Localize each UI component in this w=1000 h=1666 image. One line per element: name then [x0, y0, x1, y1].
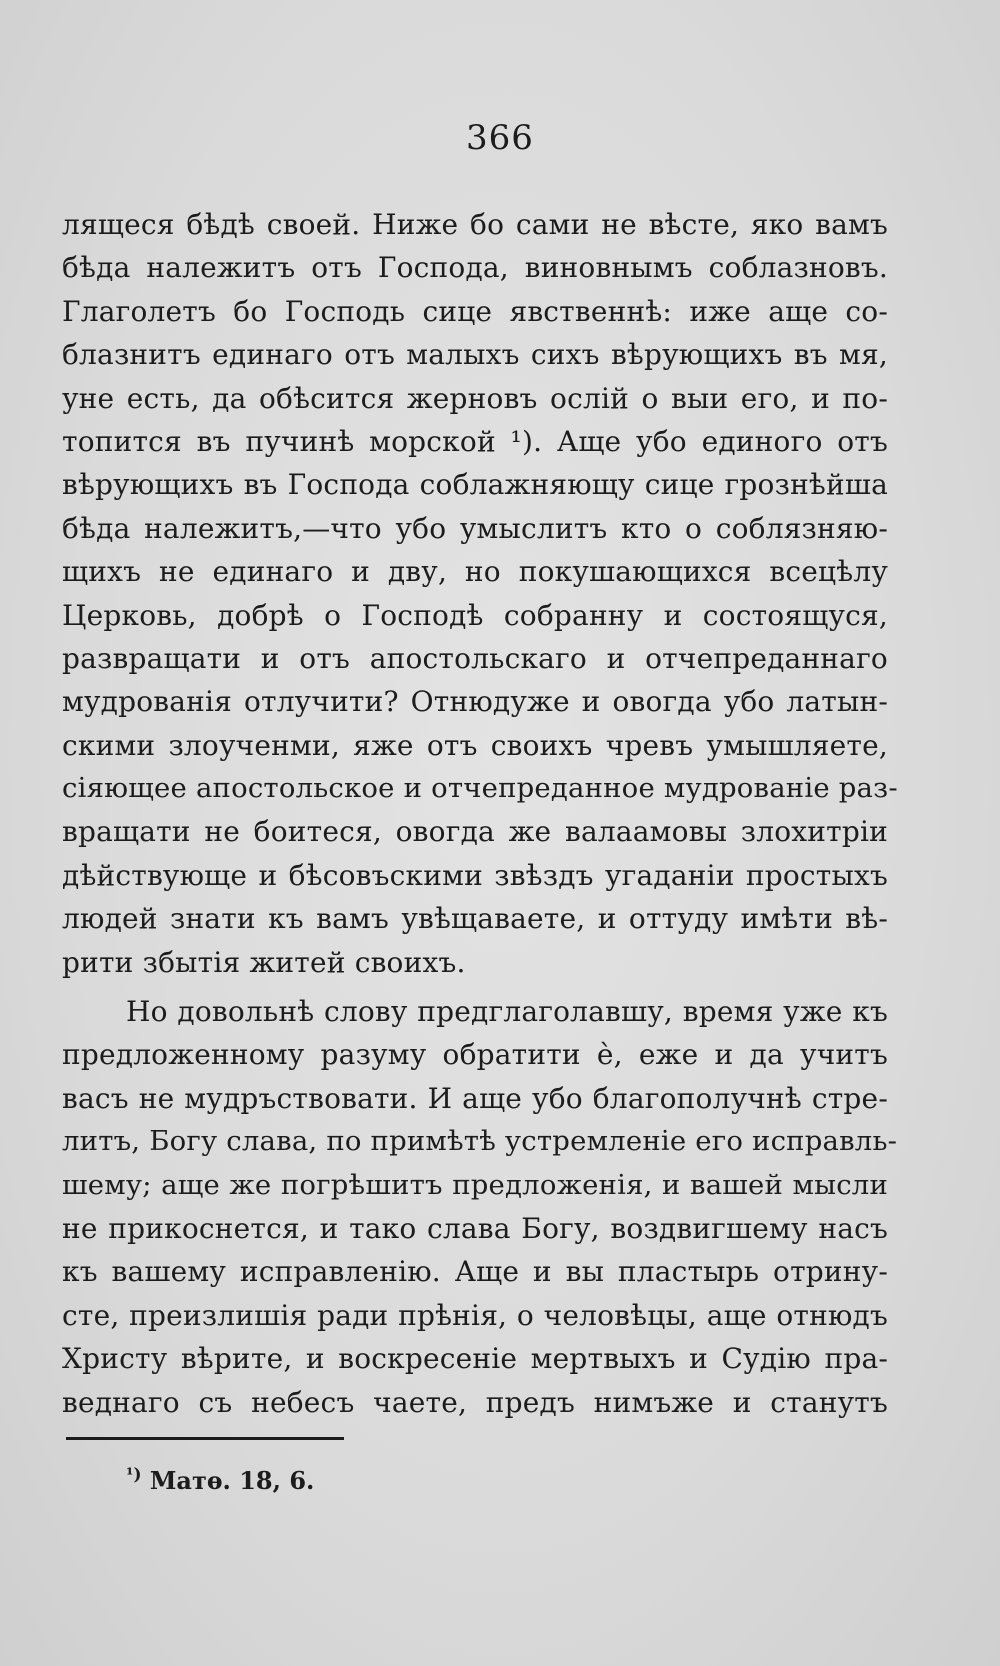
text-line: шему; аще же погрѣшитъ предложенiя, и вашей мысли [62, 1168, 888, 1201]
text-line: не прикоснется, и тако слава Богу, воздвигшему насъ [62, 1211, 888, 1245]
body-text [62, 203, 898, 1424]
text-line: бѣда належитъ,—что убо умыслитъ кто о соблязняю- [62, 511, 888, 545]
footnote-marker: ¹) [126, 1465, 142, 1485]
text-line: веднаго съ небесъ чаете, предъ нимъже и станутъ [62, 1385, 888, 1419]
footnote-text: Матѳ. 18, 6. [149, 1466, 315, 1495]
text-line: васъ не мудръствовати. И аще убо благополучнѣ стре- [62, 1081, 888, 1115]
text-line: щихъ не единаго и дву, но покушающихся всецѣлу [62, 555, 888, 589]
text-line: дѣйствующе и бѣсовъскими звѣздъ угаданiи простыхъ [62, 858, 888, 892]
text-line: блазнитъ единаго отъ малыхъ сихъ вѣрующихъ въ мя, [62, 338, 888, 372]
text-line: рити збытiя житей своихъ. [62, 945, 466, 979]
text-line: Глаголетъ бо Господь сице явственнѣ: иже аще со- [62, 294, 888, 328]
text-line: вращати не боитеся, овогда же валаамовы злохитрiи [62, 815, 888, 849]
text-line: къ вашему исправленiю. Аще и вы пластырь отрину- [62, 1255, 888, 1289]
text-line: Церковь, добрѣ о Господѣ собранну и состоящуся, [62, 598, 888, 632]
page-number: 366 [466, 118, 534, 158]
text-line: топится въ пучинѣ морской ¹). Аще убо единого отъ [62, 424, 888, 458]
text-line: развращати и отъ апостольскаго и отчепреданнаго [62, 641, 888, 675]
text-line: Но довольнѣ слову предглаголавшу, время уже къ [126, 995, 888, 1029]
text-line: людей знати къ вамъ увѣщаваете, и оттуду имѣти вѣ- [62, 902, 888, 936]
text-line: литъ, Богу слава, по примѣтѣ устремленiе его исправль- [62, 1125, 898, 1158]
text-line: сiяющее апостольское и отчепреданное мудрованiе раз- [62, 772, 898, 805]
text-line: скими злоученми, яже отъ своихъ чревъ умышляете, [62, 728, 888, 762]
footnote [126, 1466, 314, 1495]
text-line: вѣрующихъ въ Господа соблажняющу сице грознѣйша [62, 468, 888, 502]
footnote-divider [66, 1437, 344, 1440]
text-line: предложенному разуму обратити ѐ, еже и да учитъ [62, 1038, 888, 1072]
text-line: лящеся бѣдѣ своей. Ниже бо сами не вѣсте, яко вамъ [62, 208, 888, 241]
text-line: Христу вѣрите, и воскресенiе мертвыхъ и Судiю пра- [62, 1342, 888, 1376]
text-line: бѣда належитъ отъ Господа, виновнымъ соблазновъ. [62, 251, 888, 285]
text-line: мудрованiя отлучити? Отнюдуже и овогда убо латын- [62, 685, 888, 719]
text-line: сте, преизлишiя ради прѣнiя, о человѣцы, аще отнюдъ [62, 1298, 888, 1332]
text-line: уне есть, да обѣсится жерновъ ослiй о выи его, и по- [62, 381, 888, 415]
